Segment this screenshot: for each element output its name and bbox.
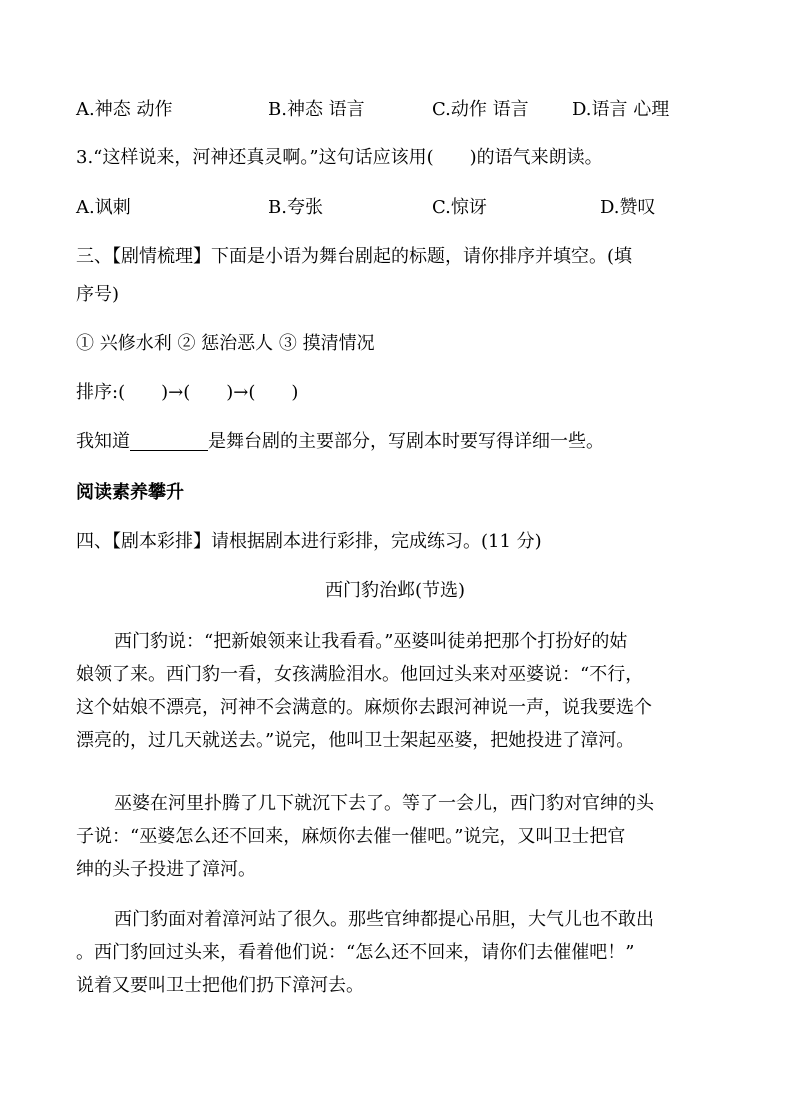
passage-paragraph-1 bbox=[76, 625, 716, 757]
section3-know-line bbox=[76, 430, 604, 454]
p2-line: 子说：“巫婆怎么还不回来，麻烦你去催一催吧。”说完，又叫卫士把官 bbox=[76, 826, 626, 847]
know-prefix: 我知道 bbox=[76, 431, 130, 452]
p2-line: 巫婆在河里扑腾了几下就沉下去了。等了一会儿，西门豹对官绅的头 bbox=[114, 793, 654, 814]
p1-line: 西门豹说：“把新娘领来让我看看。”巫婆叫徒弟把那个打扮好的姑 bbox=[114, 631, 628, 652]
passage-paragraph-2 bbox=[76, 787, 716, 886]
p3-line: 说着又要叫卫士把他们扔下漳河去。 bbox=[76, 975, 364, 996]
q2-option-b[interactable]: B.神态 语言 bbox=[268, 99, 365, 120]
q3-option-b[interactable]: B.夸张 bbox=[268, 197, 323, 218]
q2-option-a[interactable]: A.神态 动作 bbox=[76, 99, 173, 120]
section4-title: 四、【剧本彩排】请根据剧本进行彩排，完成练习。(11 分) bbox=[76, 531, 542, 552]
know-suffix: 是舞台剧的主要部分，写剧本时要写得详细一些。 bbox=[208, 431, 604, 452]
section3-items: ① 兴修水利 ② 惩治恶人 ③ 摸清情况 bbox=[76, 333, 375, 354]
section3-title-line1: 三、【剧情梳理】下面是小语为舞台剧起的标题，请你排序并填空。(填 bbox=[76, 246, 633, 267]
passage-paragraph-3 bbox=[76, 903, 716, 1002]
p3-line: 。西门豹回过头来，看着他们说：“怎么还不回来，请你们去催催吧！” bbox=[76, 942, 635, 963]
q3-option-c[interactable]: C.惊讶 bbox=[432, 197, 487, 218]
q2-option-d[interactable]: D.语言 心理 bbox=[572, 99, 670, 120]
know-blank[interactable] bbox=[130, 432, 208, 451]
p2-line: 绅的头子投进了漳河。 bbox=[76, 859, 256, 880]
passage-title: 西门豹治邺(节选) bbox=[324, 580, 466, 601]
section3-title-line2: 序号) bbox=[76, 284, 120, 305]
p1-line: 漂亮的，过几天就送去。”说完，他叫卫士架起巫婆，把她投进了漳河。 bbox=[76, 730, 635, 751]
q3-stem: 3.“这样说来，河神还真灵啊。”这句话应该用( )的语气来朗读。 bbox=[76, 147, 603, 168]
reading-heading: 阅读素养攀升 bbox=[76, 482, 184, 503]
q3-option-a[interactable]: A.讽刺 bbox=[76, 197, 131, 218]
section3-order-blanks[interactable]: 排序:( )→( )→( ) bbox=[76, 382, 299, 403]
p1-line: 娘领了来。西门豹一看，女孩满脸泪水。他回过头来对巫婆说：“不行， bbox=[76, 664, 644, 685]
q3-option-d[interactable]: D.赞叹 bbox=[600, 197, 656, 218]
p3-line: 西门豹面对着漳河站了很久。那些官绅都提心吊胆，大气儿也不敢出 bbox=[114, 909, 654, 930]
p1-line: 这个姑娘不漂亮，河神不会满意的。麻烦你去跟河神说一声，说我要选个 bbox=[76, 697, 652, 718]
q2-option-c[interactable]: C.动作 语言 bbox=[432, 99, 529, 120]
